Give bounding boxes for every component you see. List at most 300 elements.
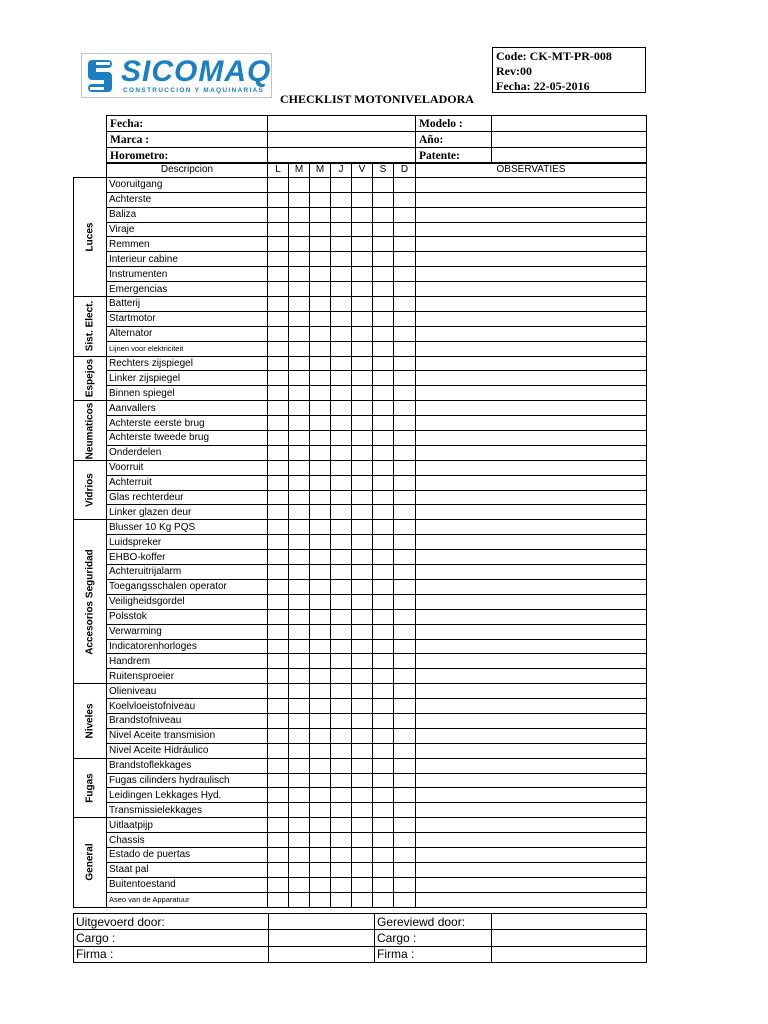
day-check-cell[interactable] bbox=[373, 207, 394, 222]
day-check-cell[interactable] bbox=[268, 371, 289, 386]
day-check-cell[interactable] bbox=[268, 669, 289, 684]
ano-value-field[interactable] bbox=[492, 132, 647, 148]
day-check-cell[interactable] bbox=[289, 490, 310, 505]
observation-cell[interactable] bbox=[416, 818, 647, 833]
observation-cell[interactable] bbox=[416, 862, 647, 877]
day-check-cell[interactable] bbox=[310, 847, 331, 862]
day-check-cell[interactable] bbox=[394, 222, 416, 237]
day-check-cell[interactable] bbox=[394, 594, 416, 609]
day-check-cell[interactable] bbox=[310, 520, 331, 535]
day-check-cell[interactable] bbox=[268, 177, 289, 192]
day-check-cell[interactable] bbox=[352, 684, 373, 699]
day-check-cell[interactable] bbox=[331, 282, 352, 297]
day-check-cell[interactable] bbox=[310, 267, 331, 282]
day-check-cell[interactable] bbox=[289, 401, 310, 416]
day-check-cell[interactable] bbox=[331, 565, 352, 580]
day-check-cell[interactable] bbox=[352, 490, 373, 505]
day-check-cell[interactable] bbox=[268, 490, 289, 505]
day-check-cell[interactable] bbox=[373, 565, 394, 580]
day-check-cell[interactable] bbox=[394, 892, 416, 907]
modelo-value-field[interactable] bbox=[492, 116, 647, 132]
day-check-cell[interactable] bbox=[310, 460, 331, 475]
observation-cell[interactable] bbox=[416, 416, 647, 431]
observation-cell[interactable] bbox=[416, 699, 647, 714]
day-check-cell[interactable] bbox=[331, 267, 352, 282]
day-check-cell[interactable] bbox=[373, 460, 394, 475]
day-check-cell[interactable] bbox=[331, 505, 352, 520]
day-check-cell[interactable] bbox=[331, 833, 352, 848]
day-check-cell[interactable] bbox=[310, 699, 331, 714]
day-check-cell[interactable] bbox=[310, 445, 331, 460]
day-check-cell[interactable] bbox=[268, 877, 289, 892]
day-check-cell[interactable] bbox=[394, 297, 416, 312]
day-check-cell[interactable] bbox=[373, 505, 394, 520]
day-check-cell[interactable] bbox=[289, 788, 310, 803]
observation-cell[interactable] bbox=[416, 505, 647, 520]
day-check-cell[interactable] bbox=[394, 475, 416, 490]
day-check-cell[interactable] bbox=[373, 311, 394, 326]
day-check-cell[interactable] bbox=[310, 862, 331, 877]
day-check-cell[interactable] bbox=[310, 222, 331, 237]
day-check-cell[interactable] bbox=[352, 207, 373, 222]
observation-cell[interactable] bbox=[416, 282, 647, 297]
reviewed-by-field[interactable] bbox=[492, 914, 647, 930]
observation-cell[interactable] bbox=[416, 535, 647, 550]
day-check-cell[interactable] bbox=[289, 267, 310, 282]
day-check-cell[interactable] bbox=[331, 713, 352, 728]
day-check-cell[interactable] bbox=[352, 386, 373, 401]
day-check-cell[interactable] bbox=[289, 416, 310, 431]
day-check-cell[interactable] bbox=[310, 579, 331, 594]
day-check-cell[interactable] bbox=[352, 579, 373, 594]
day-check-cell[interactable] bbox=[268, 743, 289, 758]
day-check-cell[interactable] bbox=[268, 639, 289, 654]
day-check-cell[interactable] bbox=[268, 326, 289, 341]
day-check-cell[interactable] bbox=[268, 594, 289, 609]
observation-cell[interactable] bbox=[416, 371, 647, 386]
day-check-cell[interactable] bbox=[331, 699, 352, 714]
day-check-cell[interactable] bbox=[352, 654, 373, 669]
day-check-cell[interactable] bbox=[289, 177, 310, 192]
day-check-cell[interactable] bbox=[310, 892, 331, 907]
day-check-cell[interactable] bbox=[310, 713, 331, 728]
day-check-cell[interactable] bbox=[268, 431, 289, 446]
day-check-cell[interactable] bbox=[289, 892, 310, 907]
day-check-cell[interactable] bbox=[289, 565, 310, 580]
day-check-cell[interactable] bbox=[352, 609, 373, 624]
day-check-cell[interactable] bbox=[352, 460, 373, 475]
day-check-cell[interactable] bbox=[394, 847, 416, 862]
day-check-cell[interactable] bbox=[373, 639, 394, 654]
day-check-cell[interactable] bbox=[394, 252, 416, 267]
day-check-cell[interactable] bbox=[268, 416, 289, 431]
day-check-cell[interactable] bbox=[352, 267, 373, 282]
day-check-cell[interactable] bbox=[310, 401, 331, 416]
day-check-cell[interactable] bbox=[268, 773, 289, 788]
day-check-cell[interactable] bbox=[331, 371, 352, 386]
day-check-cell[interactable] bbox=[268, 401, 289, 416]
day-check-cell[interactable] bbox=[268, 579, 289, 594]
day-check-cell[interactable] bbox=[310, 833, 331, 848]
day-check-cell[interactable] bbox=[289, 207, 310, 222]
observation-cell[interactable] bbox=[416, 237, 647, 252]
observation-cell[interactable] bbox=[416, 579, 647, 594]
day-check-cell[interactable] bbox=[331, 445, 352, 460]
day-check-cell[interactable] bbox=[352, 862, 373, 877]
observation-cell[interactable] bbox=[416, 207, 647, 222]
day-check-cell[interactable] bbox=[394, 267, 416, 282]
day-check-cell[interactable] bbox=[394, 177, 416, 192]
day-check-cell[interactable] bbox=[394, 758, 416, 773]
day-check-cell[interactable] bbox=[373, 803, 394, 818]
day-check-cell[interactable] bbox=[373, 743, 394, 758]
day-check-cell[interactable] bbox=[394, 803, 416, 818]
day-check-cell[interactable] bbox=[268, 758, 289, 773]
reviewed-firma-field[interactable] bbox=[492, 946, 647, 962]
day-check-cell[interactable] bbox=[310, 788, 331, 803]
day-check-cell[interactable] bbox=[394, 207, 416, 222]
day-check-cell[interactable] bbox=[352, 177, 373, 192]
observation-cell[interactable] bbox=[416, 892, 647, 907]
day-check-cell[interactable] bbox=[310, 773, 331, 788]
day-check-cell[interactable] bbox=[289, 669, 310, 684]
day-check-cell[interactable] bbox=[331, 818, 352, 833]
day-check-cell[interactable] bbox=[310, 475, 331, 490]
marca-value-field[interactable] bbox=[268, 132, 416, 148]
day-check-cell[interactable] bbox=[268, 699, 289, 714]
day-check-cell[interactable] bbox=[373, 594, 394, 609]
day-check-cell[interactable] bbox=[352, 401, 373, 416]
day-check-cell[interactable] bbox=[352, 594, 373, 609]
day-check-cell[interactable] bbox=[394, 445, 416, 460]
day-check-cell[interactable] bbox=[268, 847, 289, 862]
observation-cell[interactable] bbox=[416, 788, 647, 803]
day-check-cell[interactable] bbox=[310, 758, 331, 773]
day-check-cell[interactable] bbox=[352, 341, 373, 356]
day-check-cell[interactable] bbox=[352, 431, 373, 446]
observation-cell[interactable] bbox=[416, 252, 647, 267]
day-check-cell[interactable] bbox=[289, 371, 310, 386]
day-check-cell[interactable] bbox=[268, 222, 289, 237]
day-check-cell[interactable] bbox=[394, 788, 416, 803]
day-check-cell[interactable] bbox=[394, 490, 416, 505]
day-check-cell[interactable] bbox=[373, 862, 394, 877]
day-check-cell[interactable] bbox=[331, 579, 352, 594]
day-check-cell[interactable] bbox=[394, 862, 416, 877]
day-check-cell[interactable] bbox=[289, 624, 310, 639]
day-check-cell[interactable] bbox=[352, 535, 373, 550]
observation-cell[interactable] bbox=[416, 326, 647, 341]
day-check-cell[interactable] bbox=[331, 401, 352, 416]
day-check-cell[interactable] bbox=[268, 609, 289, 624]
day-check-cell[interactable] bbox=[310, 565, 331, 580]
observation-cell[interactable] bbox=[416, 341, 647, 356]
day-check-cell[interactable] bbox=[394, 371, 416, 386]
day-check-cell[interactable] bbox=[352, 818, 373, 833]
day-check-cell[interactable] bbox=[331, 892, 352, 907]
day-check-cell[interactable] bbox=[268, 565, 289, 580]
day-check-cell[interactable] bbox=[289, 862, 310, 877]
day-check-cell[interactable] bbox=[352, 833, 373, 848]
day-check-cell[interactable] bbox=[394, 386, 416, 401]
observation-cell[interactable] bbox=[416, 743, 647, 758]
day-check-cell[interactable] bbox=[373, 297, 394, 312]
day-check-cell[interactable] bbox=[352, 445, 373, 460]
observation-cell[interactable] bbox=[416, 460, 647, 475]
observation-cell[interactable] bbox=[416, 356, 647, 371]
day-check-cell[interactable] bbox=[394, 609, 416, 624]
day-check-cell[interactable] bbox=[289, 728, 310, 743]
day-check-cell[interactable] bbox=[373, 609, 394, 624]
day-check-cell[interactable] bbox=[331, 609, 352, 624]
day-check-cell[interactable] bbox=[373, 326, 394, 341]
observation-cell[interactable] bbox=[416, 445, 647, 460]
day-check-cell[interactable] bbox=[352, 847, 373, 862]
day-check-cell[interactable] bbox=[331, 877, 352, 892]
observation-cell[interactable] bbox=[416, 222, 647, 237]
day-check-cell[interactable] bbox=[373, 833, 394, 848]
day-check-cell[interactable] bbox=[394, 416, 416, 431]
day-check-cell[interactable] bbox=[268, 505, 289, 520]
day-check-cell[interactable] bbox=[310, 743, 331, 758]
day-check-cell[interactable] bbox=[352, 297, 373, 312]
day-check-cell[interactable] bbox=[289, 877, 310, 892]
day-check-cell[interactable] bbox=[310, 818, 331, 833]
day-check-cell[interactable] bbox=[331, 237, 352, 252]
observation-cell[interactable] bbox=[416, 684, 647, 699]
day-check-cell[interactable] bbox=[373, 386, 394, 401]
day-check-cell[interactable] bbox=[394, 356, 416, 371]
day-check-cell[interactable] bbox=[373, 728, 394, 743]
day-check-cell[interactable] bbox=[310, 282, 331, 297]
day-check-cell[interactable] bbox=[373, 475, 394, 490]
day-check-cell[interactable] bbox=[289, 594, 310, 609]
day-check-cell[interactable] bbox=[394, 341, 416, 356]
day-check-cell[interactable] bbox=[352, 282, 373, 297]
reviewed-cargo-field[interactable] bbox=[492, 930, 647, 946]
day-check-cell[interactable] bbox=[268, 818, 289, 833]
day-check-cell[interactable] bbox=[331, 520, 352, 535]
day-check-cell[interactable] bbox=[373, 877, 394, 892]
day-check-cell[interactable] bbox=[352, 416, 373, 431]
observation-cell[interactable] bbox=[416, 177, 647, 192]
day-check-cell[interactable] bbox=[352, 728, 373, 743]
day-check-cell[interactable] bbox=[310, 297, 331, 312]
observation-cell[interactable] bbox=[416, 847, 647, 862]
day-check-cell[interactable] bbox=[373, 177, 394, 192]
day-check-cell[interactable] bbox=[268, 535, 289, 550]
day-check-cell[interactable] bbox=[352, 773, 373, 788]
day-check-cell[interactable] bbox=[289, 818, 310, 833]
day-check-cell[interactable] bbox=[310, 803, 331, 818]
day-check-cell[interactable] bbox=[373, 535, 394, 550]
observation-cell[interactable] bbox=[416, 550, 647, 565]
day-check-cell[interactable] bbox=[394, 579, 416, 594]
day-check-cell[interactable] bbox=[289, 699, 310, 714]
day-check-cell[interactable] bbox=[268, 297, 289, 312]
day-check-cell[interactable] bbox=[331, 416, 352, 431]
day-check-cell[interactable] bbox=[373, 237, 394, 252]
day-check-cell[interactable] bbox=[373, 669, 394, 684]
day-check-cell[interactable] bbox=[373, 624, 394, 639]
day-check-cell[interactable] bbox=[289, 341, 310, 356]
day-check-cell[interactable] bbox=[352, 475, 373, 490]
observation-cell[interactable] bbox=[416, 192, 647, 207]
day-check-cell[interactable] bbox=[394, 699, 416, 714]
day-check-cell[interactable] bbox=[331, 788, 352, 803]
day-check-cell[interactable] bbox=[289, 535, 310, 550]
observation-cell[interactable] bbox=[416, 773, 647, 788]
day-check-cell[interactable] bbox=[268, 833, 289, 848]
day-check-cell[interactable] bbox=[289, 386, 310, 401]
day-check-cell[interactable] bbox=[331, 684, 352, 699]
day-check-cell[interactable] bbox=[352, 565, 373, 580]
day-check-cell[interactable] bbox=[289, 833, 310, 848]
day-check-cell[interactable] bbox=[373, 788, 394, 803]
day-check-cell[interactable] bbox=[310, 371, 331, 386]
day-check-cell[interactable] bbox=[373, 892, 394, 907]
observation-cell[interactable] bbox=[416, 311, 647, 326]
observation-cell[interactable] bbox=[416, 758, 647, 773]
day-check-cell[interactable] bbox=[373, 401, 394, 416]
day-check-cell[interactable] bbox=[310, 654, 331, 669]
day-check-cell[interactable] bbox=[373, 550, 394, 565]
day-check-cell[interactable] bbox=[394, 565, 416, 580]
day-check-cell[interactable] bbox=[331, 639, 352, 654]
day-check-cell[interactable] bbox=[268, 341, 289, 356]
observation-cell[interactable] bbox=[416, 713, 647, 728]
day-check-cell[interactable] bbox=[289, 431, 310, 446]
day-check-cell[interactable] bbox=[394, 505, 416, 520]
day-check-cell[interactable] bbox=[394, 684, 416, 699]
day-check-cell[interactable] bbox=[310, 684, 331, 699]
day-check-cell[interactable] bbox=[394, 639, 416, 654]
day-check-cell[interactable] bbox=[394, 237, 416, 252]
day-check-cell[interactable] bbox=[331, 222, 352, 237]
day-check-cell[interactable] bbox=[310, 669, 331, 684]
day-check-cell[interactable] bbox=[373, 713, 394, 728]
observation-cell[interactable] bbox=[416, 669, 647, 684]
day-check-cell[interactable] bbox=[310, 192, 331, 207]
day-check-cell[interactable] bbox=[310, 252, 331, 267]
day-check-cell[interactable] bbox=[352, 356, 373, 371]
day-check-cell[interactable] bbox=[352, 520, 373, 535]
day-check-cell[interactable] bbox=[331, 535, 352, 550]
day-check-cell[interactable] bbox=[394, 833, 416, 848]
day-check-cell[interactable] bbox=[268, 475, 289, 490]
day-check-cell[interactable] bbox=[331, 728, 352, 743]
day-check-cell[interactable] bbox=[331, 475, 352, 490]
day-check-cell[interactable] bbox=[373, 699, 394, 714]
day-check-cell[interactable] bbox=[268, 684, 289, 699]
day-check-cell[interactable] bbox=[331, 624, 352, 639]
day-check-cell[interactable] bbox=[289, 550, 310, 565]
day-check-cell[interactable] bbox=[268, 862, 289, 877]
day-check-cell[interactable] bbox=[394, 669, 416, 684]
day-check-cell[interactable] bbox=[331, 252, 352, 267]
day-check-cell[interactable] bbox=[289, 326, 310, 341]
observation-cell[interactable] bbox=[416, 297, 647, 312]
day-check-cell[interactable] bbox=[394, 401, 416, 416]
day-check-cell[interactable] bbox=[268, 624, 289, 639]
observation-cell[interactable] bbox=[416, 475, 647, 490]
day-check-cell[interactable] bbox=[268, 445, 289, 460]
day-check-cell[interactable] bbox=[394, 282, 416, 297]
day-check-cell[interactable] bbox=[352, 237, 373, 252]
day-check-cell[interactable] bbox=[268, 520, 289, 535]
day-check-cell[interactable] bbox=[289, 237, 310, 252]
day-check-cell[interactable] bbox=[289, 743, 310, 758]
day-check-cell[interactable] bbox=[373, 579, 394, 594]
day-check-cell[interactable] bbox=[373, 222, 394, 237]
day-check-cell[interactable] bbox=[310, 877, 331, 892]
day-check-cell[interactable] bbox=[268, 252, 289, 267]
day-check-cell[interactable] bbox=[268, 356, 289, 371]
day-check-cell[interactable] bbox=[352, 699, 373, 714]
day-check-cell[interactable] bbox=[373, 490, 394, 505]
day-check-cell[interactable] bbox=[352, 222, 373, 237]
observation-cell[interactable] bbox=[416, 594, 647, 609]
day-check-cell[interactable] bbox=[352, 803, 373, 818]
observation-cell[interactable] bbox=[416, 565, 647, 580]
day-check-cell[interactable] bbox=[289, 758, 310, 773]
day-check-cell[interactable] bbox=[352, 669, 373, 684]
day-check-cell[interactable] bbox=[352, 743, 373, 758]
day-check-cell[interactable] bbox=[289, 520, 310, 535]
day-check-cell[interactable] bbox=[394, 311, 416, 326]
day-check-cell[interactable] bbox=[373, 252, 394, 267]
day-check-cell[interactable] bbox=[310, 490, 331, 505]
day-check-cell[interactable] bbox=[310, 341, 331, 356]
observation-cell[interactable] bbox=[416, 431, 647, 446]
day-check-cell[interactable] bbox=[331, 311, 352, 326]
day-check-cell[interactable] bbox=[394, 326, 416, 341]
day-check-cell[interactable] bbox=[310, 639, 331, 654]
day-check-cell[interactable] bbox=[268, 237, 289, 252]
day-check-cell[interactable] bbox=[331, 192, 352, 207]
day-check-cell[interactable] bbox=[289, 713, 310, 728]
day-check-cell[interactable] bbox=[268, 550, 289, 565]
day-check-cell[interactable] bbox=[331, 177, 352, 192]
day-check-cell[interactable] bbox=[310, 594, 331, 609]
executed-by-field[interactable] bbox=[269, 914, 375, 930]
observation-cell[interactable] bbox=[416, 609, 647, 624]
day-check-cell[interactable] bbox=[289, 356, 310, 371]
observation-cell[interactable] bbox=[416, 654, 647, 669]
day-check-cell[interactable] bbox=[352, 758, 373, 773]
day-check-cell[interactable] bbox=[373, 192, 394, 207]
day-check-cell[interactable] bbox=[331, 550, 352, 565]
day-check-cell[interactable] bbox=[310, 728, 331, 743]
day-check-cell[interactable] bbox=[268, 460, 289, 475]
day-check-cell[interactable] bbox=[373, 371, 394, 386]
day-check-cell[interactable] bbox=[331, 356, 352, 371]
observation-cell[interactable] bbox=[416, 728, 647, 743]
day-check-cell[interactable] bbox=[394, 877, 416, 892]
day-check-cell[interactable] bbox=[289, 847, 310, 862]
observation-cell[interactable] bbox=[416, 833, 647, 848]
day-check-cell[interactable] bbox=[289, 639, 310, 654]
day-check-cell[interactable] bbox=[394, 773, 416, 788]
observation-cell[interactable] bbox=[416, 401, 647, 416]
day-check-cell[interactable] bbox=[331, 490, 352, 505]
day-check-cell[interactable] bbox=[268, 654, 289, 669]
day-check-cell[interactable] bbox=[331, 803, 352, 818]
day-check-cell[interactable] bbox=[289, 311, 310, 326]
day-check-cell[interactable] bbox=[373, 654, 394, 669]
day-check-cell[interactable] bbox=[331, 773, 352, 788]
day-check-cell[interactable] bbox=[373, 847, 394, 862]
